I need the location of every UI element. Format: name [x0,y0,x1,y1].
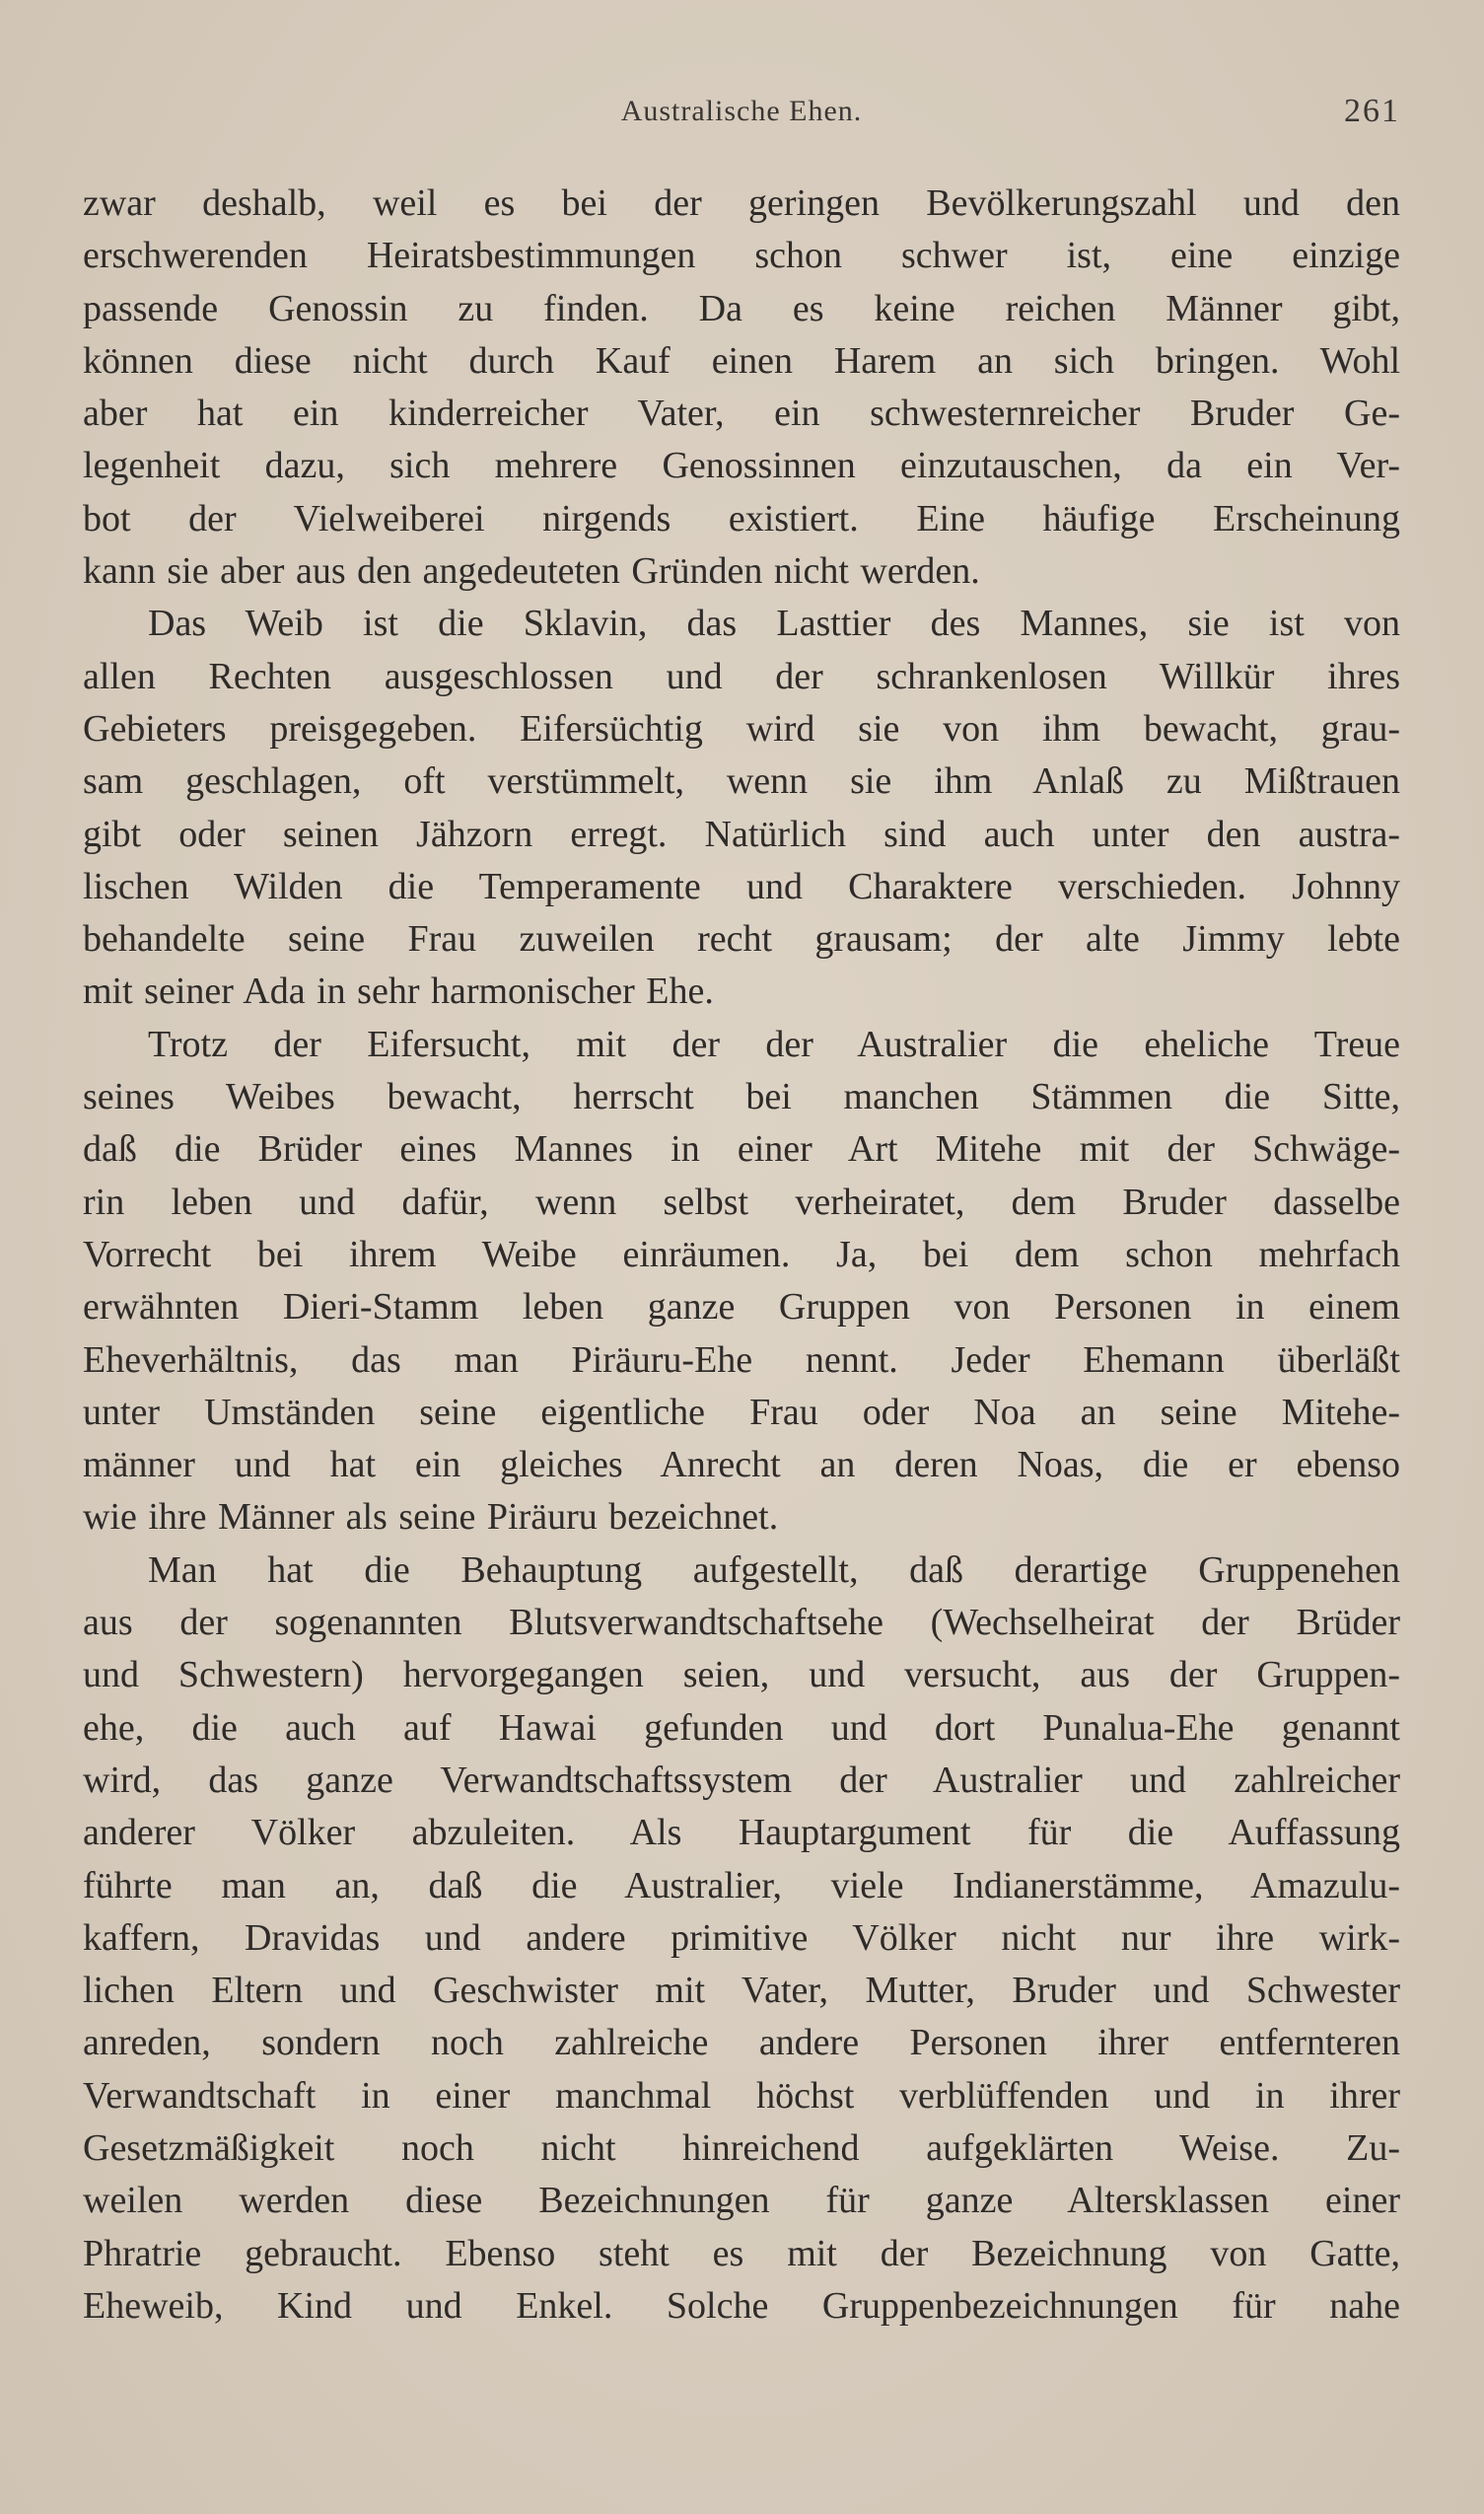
text-line: lischen Wilden die Temperamente und Charaktere verschieden. Johnny [83,865,1400,907]
text-line: Vorrecht bei ihrem Weibe einräumen. Ja, bei dem schon mehrfach [83,1233,1400,1275]
text-line: können diese nicht durch Kauf einen Harem an sich bringen. Wohl [83,339,1400,382]
text-line: Man hat die Behauptung aufgestellt, daß derartige Gruppenehen [148,1548,1400,1591]
text-line: Trotz der Eifersucht, mit der der Australier die eheliche Treue [148,1023,1400,1065]
paragraph [83,1544,1400,2333]
text-line: allen Rechten ausgeschlossen und der schrankenlosen Willkür ihres [83,655,1400,697]
text-line: männer und hat ein gleiches Anrecht an deren Noas, die er ebenso [83,1444,1400,1486]
text-line: behandelte seine Frau zuweilen recht grausam; der alte Jimmy lebte [83,918,1400,961]
text-line: rin leben und dafür, wenn selbst verheiratet, dem Bruder dasselbe [83,1181,1400,1223]
text-line: kaffern, Dravidas und andere primitive Völker nicht nur ihre wirk- [83,1916,1400,1959]
text-line: Verwandtschaft in einer manchmal höchst verblüffenden und in ihrer [83,2074,1400,2117]
text-line: Eheweib, Kind und Enkel. Solche Gruppenbezeichnungen für nahe [83,2284,1400,2327]
text-line: ehe, die auch auf Hawai gefunden und dort Punalua-Ehe genannt [83,1706,1400,1749]
text-line: sam geschlagen, oft verstümmelt, wenn sie ihm Anlaß zu Mißtrauen [83,760,1400,803]
paragraph [83,178,1400,598]
text-line: aber hat ein kinderreicher Vater, ein schwesternreicher Bruder Ge- [83,393,1400,435]
text-line: weilen werden diese Bezeichnungen für ganze Altersklassen einer [83,2180,1400,2222]
text-line: anreden, sondern noch zahlreiche andere Personen ihrer entfernteren [83,2022,1400,2064]
running-title: Australische Ehen. [620,95,863,127]
running-head [83,95,1400,134]
text-line: wie ihre Männer als seine Piräuru bezeichnet. [83,1496,779,1539]
text-line: mit seiner Ada in sehr harmonischer Ehe. [83,970,714,1013]
text-line: bot der Vielweiberei nirgends existiert. Eine häufige Erscheinung [83,497,1400,539]
text-line: daß die Brüder eines Mannes in einer Art Mitehe mit der Schwäge- [83,1128,1400,1171]
text-line: zwar deshalb, weil es bei der geringen Bevölkerungszahl und den [83,182,1400,224]
paragraph [83,1019,1400,1544]
body-text [83,178,1400,2333]
text-line: Gesetzmäßigkeit noch nicht hinreichend aufgeklärten Weise. Zu- [83,2126,1400,2169]
text-line: unter Umständen seine eigentliche Frau oder Noa an seine Mitehe- [83,1391,1400,1433]
paragraph [83,598,1400,1018]
text-line: aus der sogenannten Blutsverwandtschaftsehe (Wechselheirat der Brüder [83,1602,1400,1644]
text-line: Das Weib ist die Sklavin, das Lasttier des Mannes, sie ist von [148,603,1400,645]
text-line: und Schwestern) hervorgegangen seien, und versucht, aus der Gruppen- [83,1654,1400,1696]
text-line: lichen Eltern und Geschwister mit Vater, Mutter, Bruder und Schwester [83,1970,1400,2012]
page-number: 261 [1344,93,1400,129]
text-line: führte man an, daß die Australier, viele Indianerstämme, Amazulu- [83,1864,1400,1906]
text-line: erwähnten Dieri-Stamm leben ganze Gruppen von Personen in einem [83,1286,1400,1329]
text-line: wird, das ganze Verwandtschaftssystem der Australier und zahlreicher [83,1759,1400,1801]
text-line: legenheit dazu, sich mehrere Genossinnen einzutauschen, da ein Ver- [83,445,1400,487]
text-line: anderer Völker abzuleiten. Als Hauptargument für die Auffassung [83,1812,1400,1854]
text-line: passende Genossin zu finden. Da es keine reichen Männer gibt, [83,287,1400,329]
text-line: Phratrie gebraucht. Ebenso steht es mit der Bezeichnung von Gatte, [83,2232,1400,2274]
text-line: erschwerenden Heiratsbestimmungen schon schwer ist, eine einzige [83,235,1400,277]
text-line: seines Weibes bewacht, herrscht bei manchen Stämmen die Sitte, [83,1076,1400,1118]
text-line: kann sie aber aus den angedeuteten Gründen nicht werden. [83,550,980,593]
text-line: Gebieters preisgegeben. Eifersüchtig wird sie von ihm bewacht, grau- [83,707,1400,750]
text-line: gibt oder seinen Jähzorn erregt. Natürlich sind auch unter den austra- [83,813,1400,855]
text-line: Eheverhältnis, das man Piräuru-Ehe nennt. Jeder Ehemann überläßt [83,1338,1400,1381]
